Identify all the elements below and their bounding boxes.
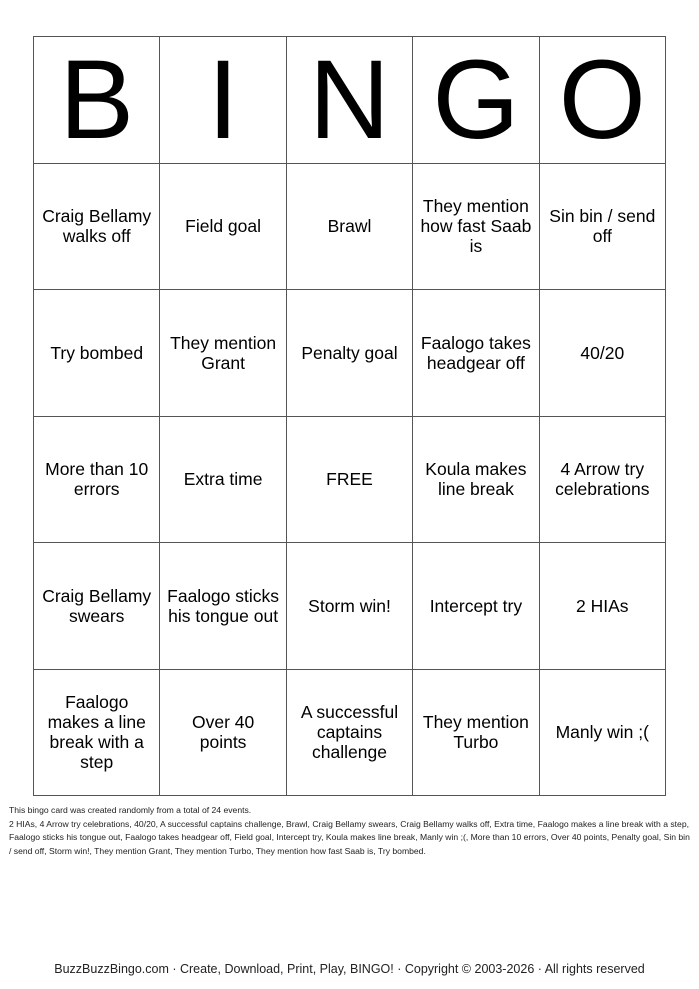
bingo-square: Intercept try <box>413 543 539 670</box>
bingo-square: A successful captains challenge <box>287 670 413 797</box>
bingo-square: 4 Arrow try celebrations <box>540 417 666 544</box>
card-info-intro: This bingo card was created randomly from a total of 24 events. <box>9 805 252 815</box>
footer-copyright: BuzzBuzzBingo.com · Create, Download, Print, Play, BINGO! · Copyright © 2003-2026 · All rights reserved <box>54 962 645 976</box>
header-letter-b: B <box>34 37 160 164</box>
bingo-square: They mention Grant <box>160 290 286 417</box>
bingo-card <box>33 36 666 796</box>
bingo-square: They mention Turbo <box>413 670 539 797</box>
bingo-square: Brawl <box>287 164 413 291</box>
card-events-list: 2 HIAs, 4 Arrow try celebrations, 40/20, A successful captains challenge, Brawl, Craig Bellamy swears, Craig Bellamy walks off, Extra time, Faalogo makes a line break with a step, Faalogo sticks his tongue out, Faalogo takes headgear off, Field goal, Intercept try, Koula makes line break, Manly win ;(, More than 10 errors, Over 40 points, Penalty goal, Sin bin / send off, Storm win!, They mention Grant, They mention Turbo, They mention how fast Saab is, Try bombed. <box>9 818 690 856</box>
bingo-square: Penalty goal <box>287 290 413 417</box>
bingo-square: Manly win ;( <box>540 670 666 797</box>
bingo-square: Extra time <box>160 417 286 544</box>
bingo-square: Storm win! <box>287 543 413 670</box>
bingo-square: Try bombed <box>34 290 160 417</box>
bingo-square: Faalogo makes a line break with a step <box>34 670 160 797</box>
bingo-square: More than 10 errors <box>34 417 160 544</box>
header-letter-o: O <box>540 37 666 164</box>
bingo-square: Sin bin / send off <box>540 164 666 291</box>
bingo-square: 40/20 <box>540 290 666 417</box>
header-letter-i: I <box>160 37 286 164</box>
bingo-square: Craig Bellamy swears <box>34 543 160 670</box>
header-letter-n: N <box>287 37 413 164</box>
bingo-square: 2 HIAs <box>540 543 666 670</box>
bingo-square: Koula makes line break <box>413 417 539 544</box>
bingo-square: Craig Bellamy walks off <box>34 164 160 291</box>
bingo-square: They mention how fast Saab is <box>413 164 539 291</box>
free-square: FREE <box>287 417 413 544</box>
header-letter-g: G <box>413 37 539 164</box>
bingo-square: Faalogo takes headgear off <box>413 290 539 417</box>
card-info <box>9 804 690 858</box>
bingo-square: Over 40 points <box>160 670 286 797</box>
bingo-square: Field goal <box>160 164 286 291</box>
bingo-square: Faalogo sticks his tongue out <box>160 543 286 670</box>
